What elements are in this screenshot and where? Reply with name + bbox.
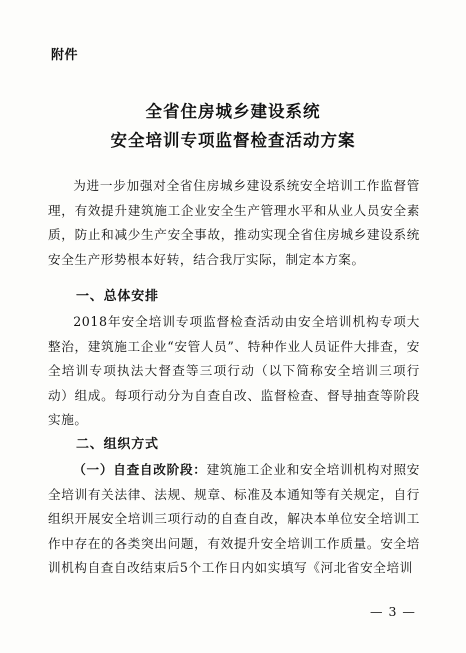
self-inspection-text: 建筑施工企业和安全培训机构对照安全培训有关法律、法规、规章、标准及本通知等有关规定，自行组织开展安全培训三项行动的自查自改，解决本单位安全培训工作中存在的各类突出问题，有效提升安全培训工作质量。安全培训机构自查自改结束后5个工作日内如实填写《河北省安全培训 bbox=[48, 462, 420, 576]
attachment-label: 附件 bbox=[51, 48, 79, 63]
overall-arrangement-paragraph: 2018年安全培训专项监督检查活动由安全培训机构专项大整治，建筑施工企业“安管人员”、特种作业人员证件大排查，安全培训专项执法大督查等三项行动（以下简称安全培训三项行动）组成。每项行动分为自查自改、监督检查、督导抽查等阶段实施。 bbox=[48, 314, 420, 428]
section-heading-organization: 二、组织方式 bbox=[76, 437, 159, 452]
self-inspection-label: （一）自查自改阶段： bbox=[73, 462, 207, 477]
document-title-line-1: 全省住房城乡建设系统 bbox=[145, 102, 321, 121]
self-inspection-paragraph bbox=[48, 458, 420, 581]
page-number: — 3 — bbox=[370, 604, 416, 619]
intro-paragraph: 为进一步加强对全省住房城乡建设系统安全培训工作监督管理，有效提升建筑施工企业安全生产管理水平和从业人员安全素质，防止和减少生产安全事故，推动实现全省住房城乡建设系统安全生产形势根本好转，结合我厅实际，制定本方案。 bbox=[48, 178, 420, 267]
document-title-line-2: 安全培训专项监督检查活动方案 bbox=[110, 131, 356, 150]
section-heading-overall-arrangement: 一、总体安排 bbox=[76, 289, 159, 304]
